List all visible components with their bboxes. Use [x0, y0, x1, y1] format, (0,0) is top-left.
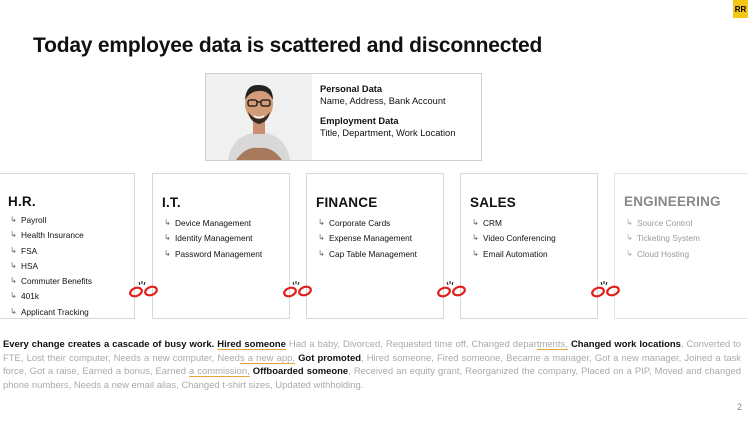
- dept-name: ENGINEERING: [624, 194, 721, 209]
- event-list: , Received an equity grant, Reorganized the company, Placed on a PIP, Moved and changed phone numbers, Needs a new email alias, Changed t-shirt sizes, Updated withholding.: [3, 366, 741, 391]
- return-arrow-icon: ↳: [318, 218, 325, 227]
- list-item: ↳ Ticketing System: [626, 233, 700, 244]
- list-item: ↳ Identity Management: [164, 233, 253, 244]
- return-arrow-icon: ↳: [10, 230, 17, 240]
- paragraph-lead: Every change creates a cascade of busy work.: [3, 339, 218, 350]
- personal-data-heading: Personal Data: [320, 84, 383, 94]
- dept-name: H.R.: [8, 194, 36, 209]
- list-item: ↳ Source Control: [626, 218, 693, 228]
- return-arrow-icon: ↳: [10, 245, 17, 255]
- event-list: , Converted to FTE, Lost their computer, Needs a new computer, Need: [3, 339, 741, 364]
- return-arrow-icon: ↳: [164, 248, 171, 258]
- list-item: ↳ Video Conferencing: [472, 233, 556, 244]
- page-title: Today employee data is scattered and disconnected: [33, 34, 543, 57]
- list-item: ↳ Health Insurance: [10, 230, 84, 241]
- broken-chain-icon: [281, 280, 315, 300]
- dept-name: FINANCE: [316, 195, 378, 210]
- employee-photo: [206, 74, 312, 160]
- cascade-paragraph: [3, 338, 741, 392]
- dept-card-engineering: [614, 173, 748, 319]
- return-arrow-icon: ↳: [10, 306, 17, 316]
- personal-data-items: Name, Address, Bank Account: [320, 96, 446, 106]
- dept-card-finance: [306, 173, 444, 319]
- list-item: ↳ CRM: [472, 218, 502, 228]
- list-item: ↳ Cap Table Management: [318, 248, 417, 259]
- event-changed-work-locations: Changed work locations: [567, 339, 681, 350]
- broken-chain-icon: [435, 280, 469, 300]
- list-item: ↳ Corporate Cards: [318, 218, 391, 228]
- page-number: 2: [736, 402, 742, 412]
- list-item: ↳ Payroll: [10, 215, 47, 225]
- list-item: ↳ FSA: [10, 245, 38, 256]
- dept-name: I.T.: [162, 195, 181, 210]
- return-arrow-icon: ↳: [472, 248, 479, 258]
- list-item: ↳ HSA: [10, 260, 39, 271]
- return-arrow-icon: ↳: [10, 215, 17, 224]
- list-item: ↳ Password Management: [164, 248, 263, 259]
- dept-name: SALES: [470, 195, 517, 210]
- event-hired: Hired someone: [217, 339, 286, 350]
- event-list: tments,: [536, 339, 568, 350]
- event-list: a commission,: [189, 366, 250, 377]
- list-item: ↳ Email Automation: [472, 248, 548, 259]
- return-arrow-icon: ↳: [626, 248, 633, 258]
- return-arrow-icon: ↳: [164, 233, 171, 243]
- return-arrow-icon: ↳: [10, 291, 17, 301]
- broken-chain-icon: [127, 280, 161, 300]
- list-item: ↳ Expense Management: [318, 233, 413, 244]
- dept-card-it: [152, 173, 290, 319]
- dept-card-hr: [0, 173, 135, 319]
- return-arrow-icon: ↳: [318, 233, 325, 243]
- broken-chain-icon: [589, 280, 623, 300]
- list-item: ↳ Commuter Benefits: [10, 276, 93, 287]
- employment-data-items: Title, Department, Work Location: [320, 128, 456, 138]
- return-arrow-icon: ↳: [472, 233, 479, 243]
- event-list: Had a baby, Divorced, Requested time off, Changed depar: [285, 339, 537, 350]
- list-item: ↳ 401k: [10, 291, 39, 302]
- brand-logo: RR: [733, 0, 748, 18]
- return-arrow-icon: ↳: [626, 233, 633, 243]
- employment-data-heading: Employment Data: [320, 116, 399, 126]
- return-arrow-icon: ↳: [318, 248, 325, 258]
- person-illustration: [206, 74, 312, 160]
- list-item: ↳ Device Management: [164, 218, 252, 228]
- return-arrow-icon: ↳: [10, 276, 17, 286]
- dept-card-sales: [460, 173, 598, 319]
- event-list: s a new app,: [239, 352, 295, 364]
- event-got-promoted: Got promoted: [294, 352, 361, 364]
- return-arrow-icon: ↳: [164, 218, 171, 227]
- event-list: , Hired someone, Fired someone, Became a manager, Got a new manager, Joined a task force, Got a raise, Earned a bonus, Earned: [3, 352, 742, 377]
- return-arrow-icon: ↳: [472, 218, 479, 227]
- list-item: ↳ Applicant Tracking: [10, 306, 89, 317]
- return-arrow-icon: ↳: [626, 218, 633, 227]
- event-offboarded: Offboarded someone: [249, 366, 349, 377]
- return-arrow-icon: ↳: [10, 260, 17, 270]
- list-item: ↳ Cloud Hosting: [626, 248, 690, 259]
- employee-card: [205, 73, 482, 161]
